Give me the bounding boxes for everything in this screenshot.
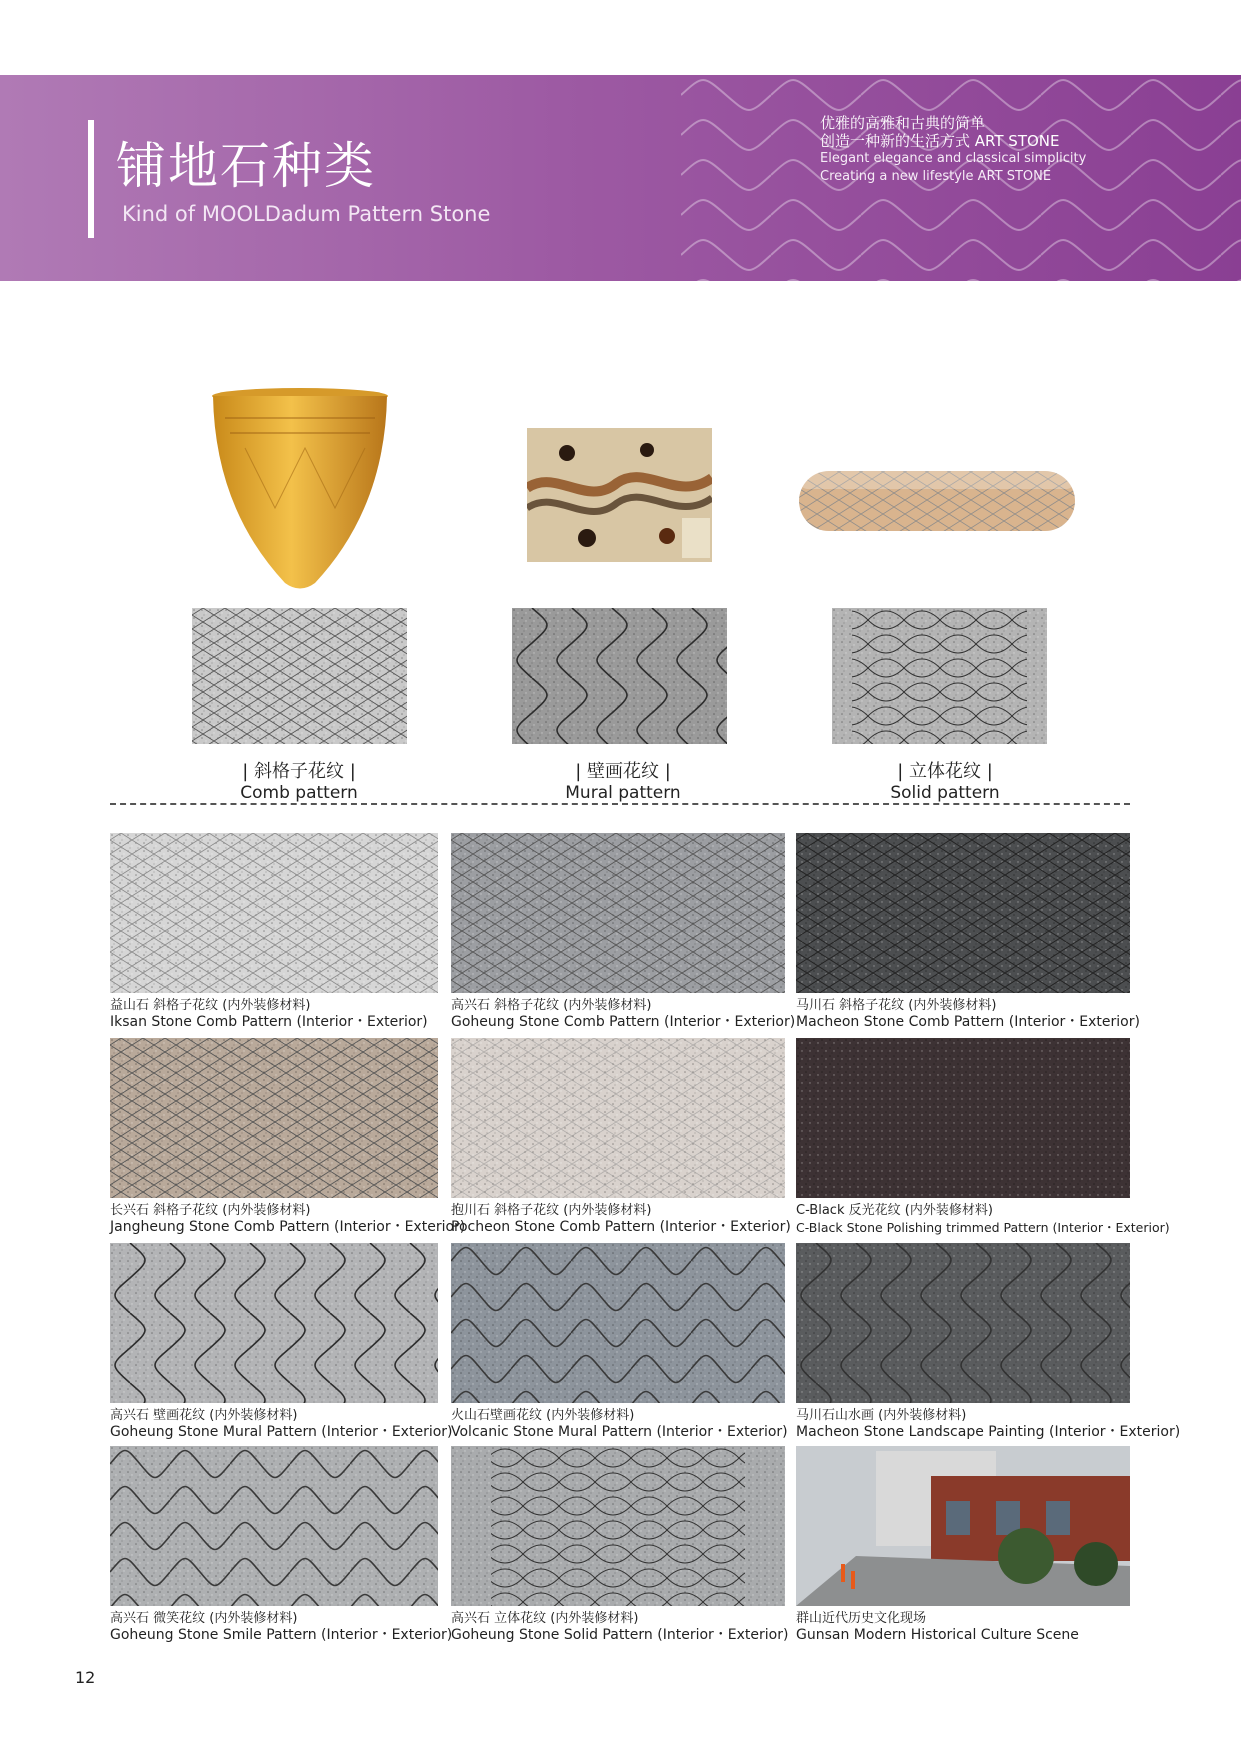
product-caption bbox=[796, 1202, 1170, 1236]
product-name-cn: 高兴石 斜格子花纹 (内外装修材料) bbox=[451, 998, 652, 1013]
product-image-goheung-comb bbox=[451, 833, 785, 993]
product-image-cblack-polishing bbox=[796, 1038, 1130, 1198]
product-name-en: Goheung Stone Comb Pattern (Interior・Exterior) bbox=[451, 1014, 796, 1030]
category-label-solid bbox=[815, 757, 1075, 803]
product-image-goheung-smile bbox=[110, 1446, 438, 1606]
product-name-cn: 高兴石 立体花纹 (内外装修材料) bbox=[451, 1611, 639, 1626]
product-name-cn: 高兴石 微笑花纹 (内外装修材料) bbox=[110, 1611, 298, 1626]
mural-painting-image bbox=[527, 428, 712, 562]
category-label-comb bbox=[169, 757, 429, 803]
product-caption bbox=[451, 1407, 788, 1441]
product-image-jangheung-comb bbox=[110, 1038, 438, 1198]
slogan-cn-1: 优雅的高雅和古典的简单 bbox=[820, 114, 986, 132]
product-caption bbox=[796, 1610, 1079, 1644]
product-name-cn: 马川石 斜格子花纹 (内外装修材料) bbox=[796, 998, 997, 1013]
category-solid-en: Solid pattern bbox=[890, 783, 1000, 803]
product-name-cn: 火山石壁画花纹 (内外装修材料) bbox=[451, 1408, 635, 1423]
product-name-en: Gunsan Modern Historical Culture Scene bbox=[796, 1627, 1079, 1643]
slogan-block bbox=[820, 114, 1086, 186]
product-name-cn: 抱川石 斜格子花纹 (内外装修材料) bbox=[451, 1203, 652, 1218]
product-name-en: Goheung Stone Mural Pattern (Interior・Exterior) bbox=[110, 1424, 453, 1440]
product-image-goheung-solid bbox=[451, 1446, 785, 1606]
slogan-cn-2: 创造一种新的生活方式 ART STONE bbox=[820, 132, 1060, 150]
product-image-gunsan-scene bbox=[796, 1446, 1130, 1606]
slogan-en-2: Creating a new lifestyle ART STONE bbox=[820, 169, 1052, 184]
product-caption bbox=[110, 1202, 465, 1236]
product-caption bbox=[110, 1407, 453, 1441]
product-name-en: Macheon Stone Comb Pattern (Interior・Exterior) bbox=[796, 1014, 1140, 1030]
product-image-volcanic-mural bbox=[451, 1243, 785, 1403]
product-image-macheon-comb bbox=[796, 833, 1130, 993]
product-image-macheon-landscape bbox=[796, 1243, 1130, 1403]
category-comb-cn: | 斜格子花纹 | bbox=[242, 761, 356, 782]
product-name-en: Volcanic Stone Mural Pattern (Interior・Exterior) bbox=[451, 1424, 788, 1440]
product-caption bbox=[796, 997, 1140, 1031]
dashed-divider bbox=[110, 803, 1130, 805]
category-comb-en: Comb pattern bbox=[240, 783, 358, 803]
product-name-en: Jangheung Stone Comb Pattern (Interior・Exterior) bbox=[110, 1219, 466, 1235]
basket-roller-image bbox=[795, 465, 1080, 540]
mural-pattern-swatch bbox=[512, 608, 727, 744]
product-name-en: Iksan Stone Comb Pattern (Interior・Exterior) bbox=[110, 1014, 428, 1030]
product-name-cn: 群山近代历史文化现场 bbox=[796, 1611, 927, 1626]
comb-pattern-pottery-image bbox=[205, 388, 395, 598]
product-caption bbox=[451, 997, 795, 1031]
product-caption bbox=[796, 1407, 1180, 1441]
solid-pattern-swatch bbox=[832, 608, 1047, 744]
product-name-en: C-Black Stone Polishing trimmed Pattern (Interior・Exterior) bbox=[796, 1220, 1170, 1235]
comb-pattern-swatch bbox=[192, 608, 407, 744]
product-name-cn: 益山石 斜格子花纹 (内外装修材料) bbox=[110, 998, 311, 1013]
category-mural-cn: | 壁画花纹 | bbox=[575, 761, 671, 782]
product-name-cn: 高兴石 壁画花纹 (内外装修材料) bbox=[110, 1408, 298, 1423]
product-image-iksan-comb bbox=[110, 833, 438, 993]
product-name-en: Macheon Stone Landscape Painting (Interior・Exterior) bbox=[796, 1424, 1181, 1440]
product-name-cn: C-Black 反光花纹 (内外装修材料) bbox=[796, 1203, 993, 1218]
product-image-pocheon-comb bbox=[451, 1038, 785, 1198]
category-solid-cn: | 立体花纹 | bbox=[897, 761, 993, 782]
product-name-en: Goheung Stone Smile Pattern (Interior・Exterior) bbox=[110, 1627, 453, 1643]
product-name-cn: 长兴石 斜格子花纹 (内外装修材料) bbox=[110, 1203, 311, 1218]
product-caption bbox=[451, 1610, 788, 1644]
title-accent-bar bbox=[88, 120, 94, 238]
product-caption bbox=[110, 1610, 452, 1644]
product-caption bbox=[451, 1202, 791, 1236]
product-image-goheung-mural bbox=[110, 1243, 438, 1403]
page-number: 12 bbox=[75, 1668, 96, 1687]
category-mural-en: Mural pattern bbox=[565, 783, 681, 803]
product-name-en: Pocheon Stone Comb Pattern (Interior・Exterior) bbox=[451, 1219, 791, 1235]
page-title-en: Kind of MOOLDadum Pattern Stone bbox=[122, 202, 491, 226]
slogan-en-1: Elegant elegance and classical simplicity bbox=[820, 151, 1087, 166]
product-name-en: Goheung Stone Solid Pattern (Interior・Exterior) bbox=[451, 1627, 789, 1643]
page-title-cn: 铺地石种类 bbox=[116, 137, 376, 195]
product-name-cn: 马川石山水画 (内外装修材料) bbox=[796, 1408, 967, 1423]
product-caption bbox=[110, 997, 428, 1031]
category-label-mural bbox=[493, 757, 753, 803]
